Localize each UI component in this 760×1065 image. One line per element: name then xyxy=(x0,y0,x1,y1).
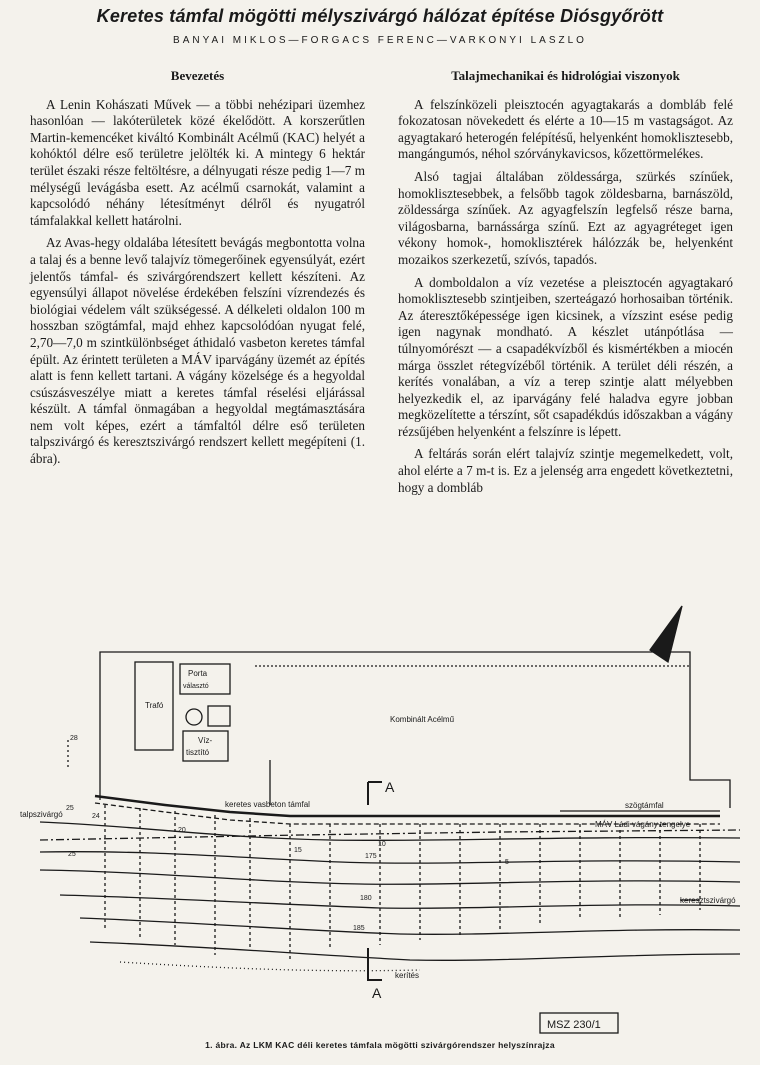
contour-label: 180 xyxy=(360,895,372,902)
contour-label: 15 xyxy=(294,847,302,854)
contour-line xyxy=(60,895,740,908)
site-plan-figure xyxy=(0,600,760,1040)
label-porta: Porta xyxy=(188,669,208,678)
label-keresztszivargo: keresztszivárgó xyxy=(680,896,736,905)
small-structure xyxy=(208,706,230,726)
paragraph: A felszínközeli pleisztocén agyagtakarás a dombláb felé fokozatosan növekedett és elérte a 10—15 m vastagságot. Az agyagtakaró heterogén felépítésű, helyenként homoklisztesebb, mangángumós, néhol szórványkavicsos, kőzettörmelékes. xyxy=(398,96,733,162)
contour-label: 25 xyxy=(68,851,76,858)
contour-line xyxy=(80,918,740,934)
label-tisztito: tisztító xyxy=(186,748,210,757)
label-keretes: keretes vasbeton támfal xyxy=(225,800,310,809)
paragraph: A Lenin Kohászati Művek — a többi nehézipari üzemhez hasonlóan — lakóterületek közé ékelődött. A korszerűtlen Martin-kemencéket kiváltó Kombinált Acélmű (KAC) helyét a kohóktól délre eső területre jelölték ki. A mintegy 6 hektár terület északi része feltöltésre, a délnyugati része pedig 1—7 m mélységű levágásba esett. Az acélmű csarnokát, valamint a kapcsolódó néhány létesítményt délről és nyugatról támfalakkal kellett határolni. xyxy=(30,96,365,228)
label-section-a-bottom: A xyxy=(372,985,382,1001)
paragraph: Az Avas-hegy oldalába létesített bevágás megbontotta volna a talaj és a benne levő talajvíz tömegerőinek egyensúlyát, ezért jelentős támfal- és szivárgórendszert kellett készíteni. Az egyensúlyi állapot növelése érdekében felszíni vízrendezés és biológiai védelem vált szükségessé. A délkeleti oldalon 100 m hosszban szögtámfal, majd ehhez kapcsolódóan nyugat felé, 2,70—7,0 m szintkülönbséget áthidaló vasbeton keretes támfal épült. Az érintett területen a MÁV iparvágány üzemét az építés alatt is fenn kellett tartani. A vágány közelsége és a hegyoldal csúszásveszélye miatt a keretes támfal réselési eljárással készült. A támfal önmagában a hegyoldal megtámasztására nem volt képes, ezért a támfaltól délre eső területen talpszivárgó és keresztszivárgó rendszert kellett megépíteni (1. ábra). xyxy=(30,235,365,467)
article-title: Keretes támfal mögötti mélyszivárgó hálózat építése Diósgyőrött xyxy=(96,6,664,26)
label-szogtamfal: szögtámfal xyxy=(625,801,664,810)
tank-icon xyxy=(186,709,202,725)
rail-track-axis xyxy=(40,830,740,840)
fence-line xyxy=(120,962,420,971)
label-viz: Víz- xyxy=(198,736,213,745)
label-mav-track: MÁV Ládi vágány tengelye xyxy=(595,820,691,829)
label-valaszto: választó xyxy=(183,683,209,690)
contour-label: 5 xyxy=(505,859,509,866)
contour-label: 24 xyxy=(92,813,100,820)
paragraph: Alsó tagjai általában zöldessárga, szürkés színűek, homoklisztesebbek, a felsőbb tagok zöldesbarna, barnászöld, zöldessárga színűek. Az agyagfelszín legfelső része barna, világosbarna, barnássárga színű. Ezt az agyagréteget igen vékony homok-, homoklisztérek hálózzák be, helyenként mozaikos szerkezetű, szívós, tapadós. xyxy=(398,168,733,267)
paragraph: A feltárás során elért talajvíz szintje megemelkedett, volt, ahol elérte a 7 m-t is. Ez a jelenség arra engedett következtetni, hogy a dombláb xyxy=(398,446,733,495)
contour-label: 25 xyxy=(66,805,74,812)
paragraph: A domboldalon a víz vezetése a pleisztocén agyagtakaró homoklisztesebb szintjeiben, szerteágazó horhosaiban történik. Az áteresztőképessége igen kicsinek, a vízszint esése pedig igen nagynak mondható. A készlet utánpótlása — túlnyomórészt — a csapadékvízből és kismértékben a miocén márga összlet rétegvízéből történik. A terület déli részén, a kerítés vonalában, a víz a terep szintje alatt mélyebben helyezkedik el, az iparvágány felé haladva egyre jobban megközelítette a térszínt, sőt csapadékdús időszakban a vágány rézsűjében helyenként a felszínre is lépett. xyxy=(398,274,733,439)
contour-label: 28 xyxy=(70,735,78,742)
contour-line xyxy=(40,852,740,863)
left-column xyxy=(30,68,365,474)
north-arrow-icon xyxy=(650,606,682,662)
section-heading-intro: Bevezetés xyxy=(170,68,225,83)
contour-line xyxy=(40,870,740,884)
contour-line xyxy=(90,942,740,960)
contour-label: 175 xyxy=(365,853,377,860)
section-marker-top xyxy=(368,782,382,805)
contour-label: 10 xyxy=(378,841,386,848)
contour-label: 20 xyxy=(178,827,186,834)
right-column xyxy=(398,68,733,502)
label-trafo: Trafó xyxy=(145,701,164,710)
figure-caption: 1. ábra. Az LKM KAC déli keretes támfala mögötti szivárgórendszer helyszínrajza xyxy=(205,1040,555,1050)
section-heading-soil: Talajmechanikai és hidrológiai viszonyok xyxy=(451,68,680,83)
article-authors: BANYAI MIKLOS—FORGACS FERENC—VARKONYI LASZLO xyxy=(173,35,587,46)
label-kerites: kerítés xyxy=(395,971,420,980)
label-section-a-top: A xyxy=(385,779,395,795)
label-talpszivargo: talpszivárgó xyxy=(20,810,63,819)
standard-stamp: MSZ 230/1 xyxy=(547,1019,601,1031)
label-kombinalt: Kombinált Acélmű xyxy=(390,715,455,724)
section-marker-bottom xyxy=(368,948,382,980)
contour-label: 185 xyxy=(353,925,365,932)
